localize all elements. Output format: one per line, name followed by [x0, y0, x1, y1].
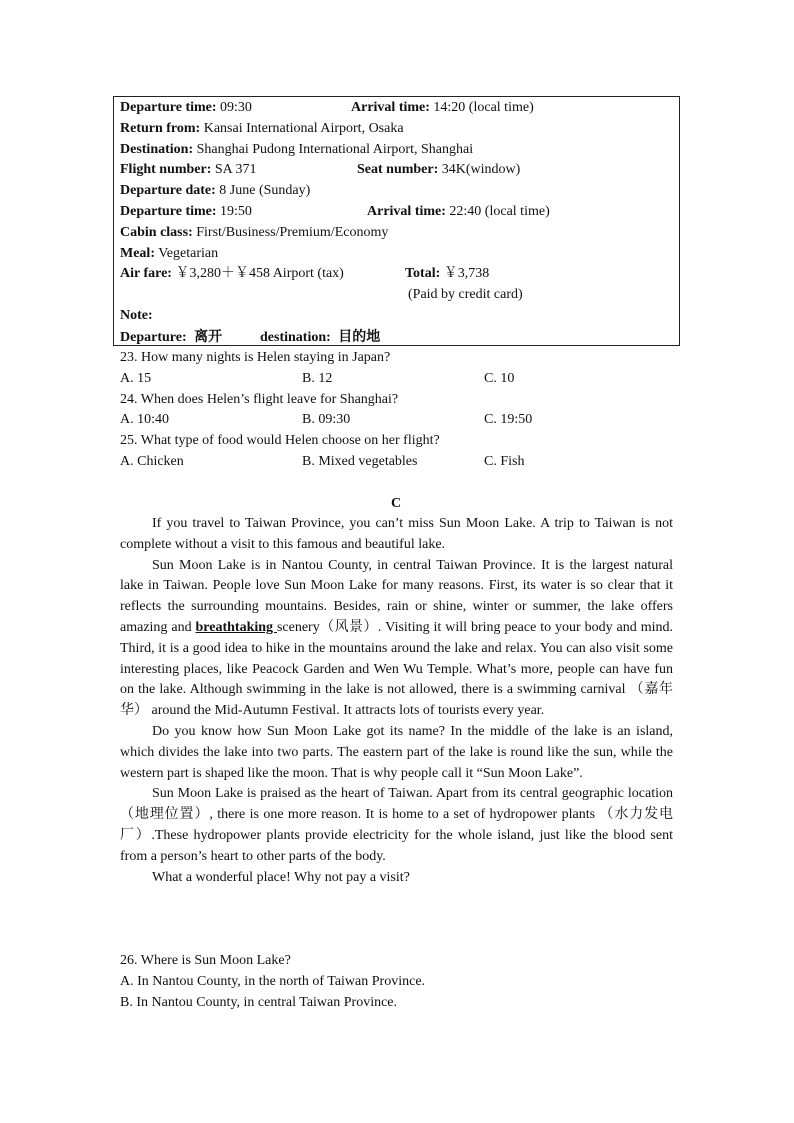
destination-label: Destination:	[120, 141, 194, 157]
passage-paragraph-2-start: Sun Moon Lake is in Nantou County, in central Taiwan Province. It is the largest natural lake in Taiwan. People love Sun Moon Lake for many reasons. First, its water is so clear that it reflects the surrounding mountains. Besides, rain or shine, winter or summer, the lake offers amazing and	[120, 557, 673, 635]
arrival-time-value: 14:20 (local time)	[433, 100, 534, 115]
question-25: 25. What type of food would Helen choose on her flight?	[120, 433, 440, 448]
departure-time-value: 09:30	[220, 100, 252, 115]
return-from-label: Return from:	[120, 120, 201, 136]
departure-date-label: Departure date:	[120, 183, 216, 199]
arrival-time-label: Arrival time:	[351, 100, 430, 115]
question-25-option-c: C. Fish	[484, 454, 525, 469]
ticket-row-note	[120, 306, 679, 327]
ticket-row-destination	[120, 140, 679, 161]
air-fare-value: ￥3,280＋￥458 Airport (tax)	[175, 266, 344, 282]
passage-paragraph-2-end: scenery（风景）. Visiting it will bring peace to your body and mind. Third, it is a good idea to hike in the mountains around the lake and relax. You can also visit some interesting places, like Peacock Garden and Wen Wu Temple. What’s more, people can have fun on the lake. Although swimming in the lake is not allowed, there is a swimming carnival （嘉年华） around the Mid-Autumn Festival. It attracts lots of tourists every year.	[120, 619, 673, 719]
ticket-row-paid	[120, 285, 679, 306]
meal-label: Meal:	[120, 245, 155, 261]
question-25-option-b: B. Mixed vegetables	[302, 454, 418, 469]
flight-number-value: SA 371	[214, 162, 257, 178]
ticket-row-fare	[120, 264, 679, 285]
total-label: Total:	[405, 266, 441, 282]
breathtaking-word: breathtaking	[195, 619, 277, 635]
question-26: 26. Where is Sun Moon Lake?	[120, 953, 291, 968]
seat-number-value: 34K(window)	[441, 162, 521, 178]
question-24: 24. When does Helen’s flight leave for Shanghai?	[120, 392, 399, 407]
reading-passage	[120, 514, 673, 888]
flight-number-label: Flight number:	[120, 162, 212, 178]
seat-number-label: Seat number:	[357, 162, 439, 178]
destination-value: Shanghai Pudong International Airport, Shanghai	[196, 141, 474, 157]
ticket-row-date	[120, 181, 679, 202]
departure-time-label: Departure time:	[120, 100, 217, 115]
note-label: Note:	[120, 307, 153, 323]
return-from-value: Kansai International Airport, Osaka	[203, 120, 404, 136]
ticket-row-glossary	[120, 327, 679, 348]
question-26-option-b: B. In Nantou County, in central Taiwan Province.	[120, 995, 398, 1010]
question-24-option-a: A. 10:40	[120, 412, 169, 427]
gloss-destination-value: 目的地	[338, 328, 381, 345]
departure-time-2-label: Departure time:	[120, 203, 217, 219]
question-23-option-b: B. 12	[302, 371, 333, 386]
ticket-row-meal	[120, 244, 679, 265]
arrival-time-2-label: Arrival time:	[367, 203, 446, 219]
ticket-row-outbound-times	[120, 98, 679, 119]
question-23: 23. How many nights is Helen staying in Japan?	[120, 350, 391, 365]
passage-paragraph-2	[120, 556, 673, 722]
ticket-row-flight	[120, 160, 679, 181]
question-24-option-c: C. 19:50	[484, 412, 533, 427]
section-heading: C	[391, 496, 402, 511]
arrival-time-2-value: 22:40 (local time)	[449, 203, 550, 219]
question-23-option-c: C. 10	[484, 371, 515, 386]
gloss-destination-label: destination:	[260, 329, 331, 345]
ticket-row-return-times	[120, 202, 679, 223]
passage-paragraph-4: Sun Moon Lake is praised as the heart of Taiwan. Apart from its central geographic location （地理位置）, there is one more reason. It is home to a set of hydropower plants （水力发电厂）.These hydropower plants provide electricity for the whole island, just like the blood sent from a person’s heart to other parts of the body.	[120, 786, 673, 864]
cabin-class-label: Cabin class:	[120, 224, 193, 240]
question-26-option-a: A. In Nantou County, in the north of Taiwan Province.	[120, 974, 426, 989]
air-fare-label: Air fare:	[120, 266, 172, 282]
meal-value: Vegetarian	[158, 245, 219, 261]
cabin-class-value: First/Business/Premium/Economy	[196, 224, 389, 240]
passage-paragraph-5: What a wonderful place! Why not pay a visit?	[152, 869, 410, 885]
question-25-option-a: A. Chicken	[120, 454, 184, 469]
flight-ticket-box	[113, 96, 680, 346]
gloss-departure-label: Departure:	[120, 329, 187, 345]
ticket-row-return	[120, 119, 679, 140]
total-value: ￥3,738	[443, 266, 490, 282]
question-24-option-b: B. 09:30	[302, 412, 351, 427]
question-23-option-a: A. 15	[120, 371, 152, 386]
gloss-departure-value: 离开	[194, 328, 223, 345]
departure-time-2-value: 19:50	[220, 203, 252, 219]
paid-by-note: (Paid by credit card)	[408, 287, 523, 303]
passage-paragraph-3: Do you know how Sun Moon Lake got its name? In the middle of the lake is an island, which divides the lake into two parts. The eastern part of the lake is round like the sun, while the western part is shaped like the moon. That is why people call it “Sun Moon Lake”.	[120, 723, 673, 781]
departure-date-value: 8 June (Sunday)	[219, 183, 311, 199]
ticket-row-cabin	[120, 223, 679, 244]
passage-paragraph-1: If you travel to Taiwan Province, you can’t miss Sun Moon Lake. A trip to Taiwan is not complete without a visit to this famous and beautiful lake.	[120, 516, 673, 552]
